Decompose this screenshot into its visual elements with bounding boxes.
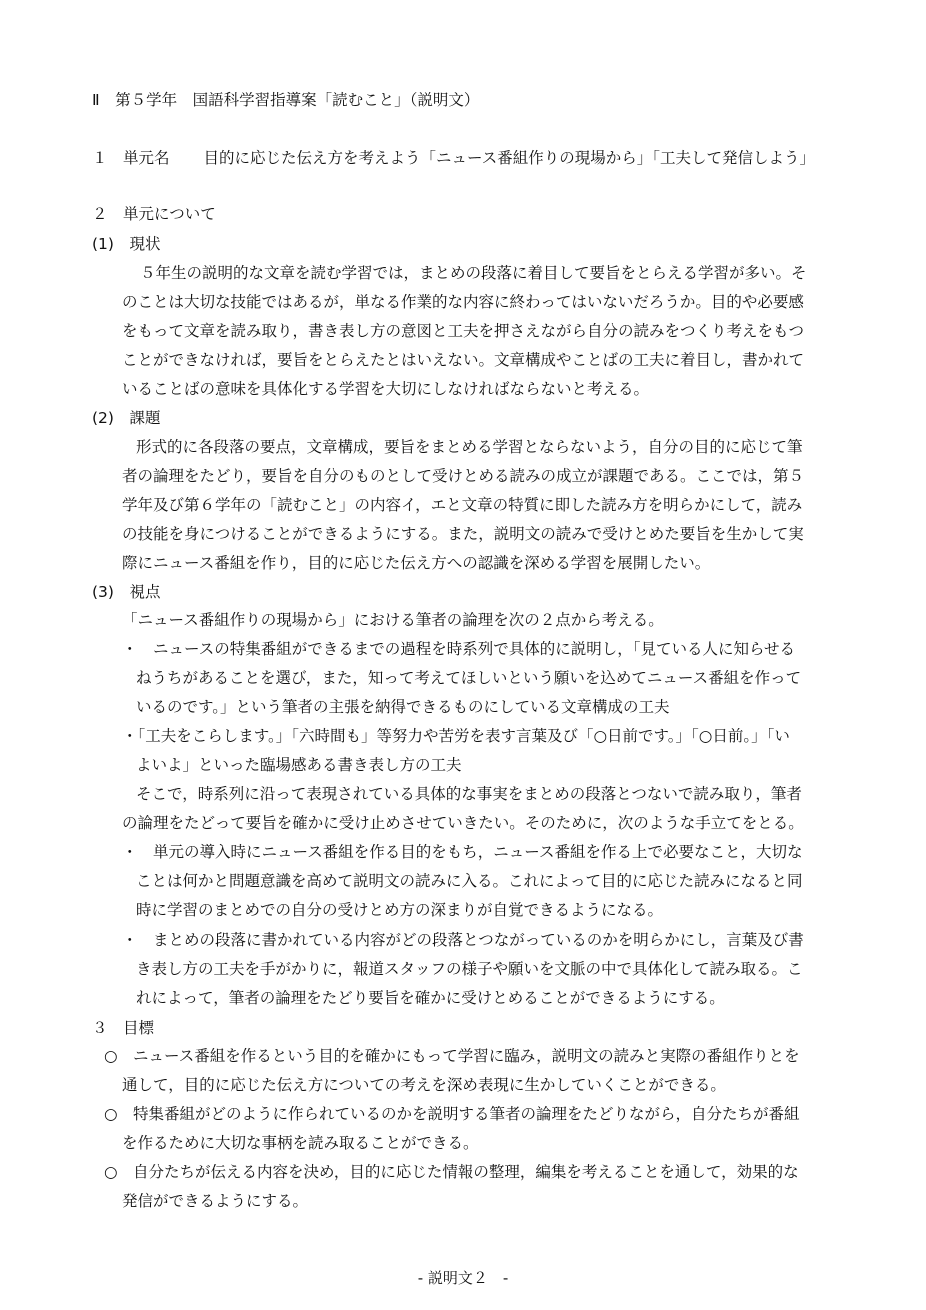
goal-item bbox=[104, 1158, 799, 1216]
unit-name: 目的に応じた伝え方を考えよう「ニュース番組作りの現場から」「工夫して発信しよう」 bbox=[203, 149, 815, 167]
middle-line: の論理をたどって要旨を確かに受け止めさせていきたい。そのために，次のような手立てをとる。 bbox=[122, 814, 804, 832]
unit-name-line bbox=[92, 144, 815, 173]
issue-line: 形式的に各段落の要点，文章構成，要旨をまとめる学習とならないよう，自分の目的に応じて筆 bbox=[136, 438, 803, 456]
goal-line: ○ 特集番組がどのように作られているのかを説明する筆者の論理をたどりながら，自分たちが番組 bbox=[104, 1105, 800, 1123]
page-number-footer: - 説明文２ - bbox=[417, 1269, 509, 1287]
bullet-line: ・ 単元の導入時にニュース番組を作る目的をもち，ニュース番組を作る上で必要なこと，大切な bbox=[122, 843, 803, 861]
viewpoint-middle-paragraph bbox=[122, 780, 804, 838]
bullet-line: よいよ」といった臨場感ある書き表し方の工夫 bbox=[136, 756, 462, 774]
current-paragraph bbox=[122, 259, 807, 404]
viewpoint-bullet bbox=[122, 635, 801, 722]
subsection-issue-heading: (2) 課題 bbox=[92, 409, 161, 427]
current-line: をもって文章を読み取り，書き表し方の意図と工夫を押さえながら自分の読みをつくり考えをもつ bbox=[122, 322, 805, 340]
goal-item bbox=[104, 1100, 800, 1158]
viewpoint-intro: 「ニュース番組作りの現場から」における筆者の論理を次の２点から考える。 bbox=[122, 611, 664, 629]
goal-line: 通して，目的に応じた伝え方についての考えを深め表現に生かしていくことができる。 bbox=[122, 1076, 726, 1094]
issue-line: 学年及び第６学年の「読むこと」の内容イ，エと文章の特質に即した読み方を明らかにして，読み bbox=[122, 496, 803, 514]
issue-line: 際にニュース番組を作り，目的に応じた伝え方への認識を深める学習を展開したい。 bbox=[122, 554, 711, 572]
current-line: のことは大切な技能ではあるが，単なる作業的な内容に終わってはいないだろうか。目的や必要感 bbox=[122, 293, 804, 311]
measure-bullet bbox=[122, 838, 803, 925]
bullet-line: ねうちがあることを選び，また，知って考えてほしいという願いを込めてニュース番組を作って bbox=[136, 669, 802, 687]
section-2-heading: ２ 単元について bbox=[92, 205, 216, 223]
current-line: ５年生の説明的な文章を読む学習では，まとめの段落に着目して要旨をとらえる学習が多い。そ bbox=[140, 264, 807, 282]
goal-line: ○ ニュース番組を作るという目的を確かにもって学習に臨み，説明文の読みと実際の番組作りとを bbox=[104, 1047, 800, 1065]
issue-line: 者の論理をたどり，要旨を自分のものとして受けとめる読みの成立が課題である。ここでは，第５ bbox=[122, 467, 805, 485]
subsection-current-heading: (1) 現状 bbox=[92, 235, 161, 253]
unit-label: １ 単元名 bbox=[92, 149, 170, 167]
bullet-line: 時に学習のまとめでの自分の受けとめ方の深まりが自覚できるようになる。 bbox=[136, 901, 664, 919]
bullet-line: ・ ニュースの特集番組ができるまでの過程を時系列で具体的に説明し，「見ている人に知らせる bbox=[122, 640, 796, 658]
subsection-viewpoint-heading: (3) 視点 bbox=[92, 583, 161, 601]
issue-line: の技能を身につけることができるようにする。また，説明文の読みで受けとめた要旨を生かして実 bbox=[122, 525, 804, 543]
measure-bullet bbox=[122, 926, 804, 1013]
bullet-line: ことは何かと問題意識を高めて説明文の読みに入る。これによって目的に応じた読みになると同 bbox=[136, 872, 803, 890]
bullet-line: いるのです。」という筆者の主張を納得できるものにしている文章構成の工夫 bbox=[136, 698, 670, 716]
middle-line: そこで，時系列に沿って表現されている具体的な事実をまとめの段落とつないで読み取り，筆者 bbox=[136, 785, 802, 803]
bullet-line: れによって，筆者の論理をたどり要旨を確かに受けとめることができるようにする。 bbox=[136, 989, 725, 1007]
bullet-line: ・「工夫をこらします。」「六時間も」等努力や苦労を表す言葉及び「○日前です。」「○日前。」「い bbox=[122, 727, 790, 745]
section-3-heading: ３ 目標 bbox=[92, 1019, 155, 1037]
bullet-line: き表し方の工夫を手がかりに，報道スタッフの様子や願いを文脈の中で具体化して読み取る。こ bbox=[136, 960, 803, 978]
goal-line: ○ 自分たちが伝える内容を決め，目的に応じた情報の整理，編集を考えることを通して，効果的な bbox=[104, 1163, 799, 1181]
goal-line: を作るために大切な事柄を読み取ることができる。 bbox=[122, 1134, 479, 1152]
bullet-line: ・ まとめの段落に書かれている内容がどの段落とつながっているのかを明らかにし，言葉及び書 bbox=[122, 931, 804, 949]
current-line: いることばの意味を具体化する学習を大切にしなければならないと考える。 bbox=[122, 380, 650, 398]
viewpoint-bullet bbox=[122, 722, 790, 780]
goal-item bbox=[104, 1042, 800, 1100]
current-line: ことができなければ，要旨をとらえたとはいえない。文章構成やことばの工夫に着目し，書かれて bbox=[122, 351, 805, 369]
issue-paragraph bbox=[122, 433, 804, 578]
goal-line: 発信ができるようにする。 bbox=[122, 1192, 309, 1210]
page-title: Ⅱ 第５学年 国語科学習指導案「読むこと」（説明文） bbox=[92, 91, 480, 109]
